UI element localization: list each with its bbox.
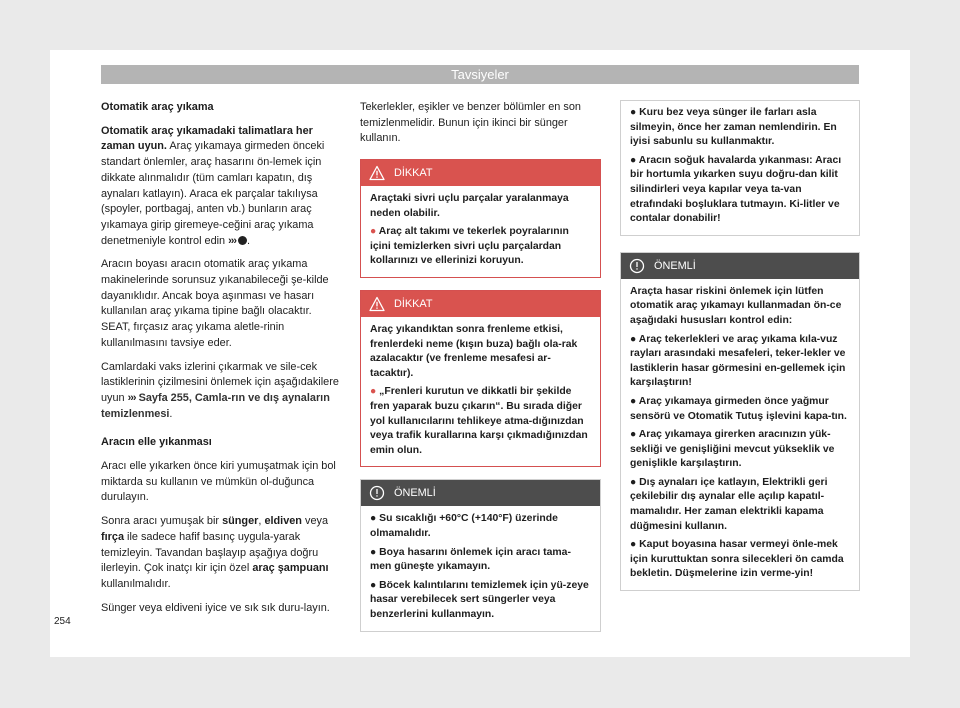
note-bullet: ● Su sıcaklığı +60°C (+140°F) üzerinde olmamalıdır. (370, 513, 558, 540)
paragraph-rinse: Sünger veya eldiveni iyice ve sık sık duru-layın. (101, 601, 330, 614)
warning-bullet: ● Araç alt takımı ve tekerlek poyralarının içini temizlerken sivri uçlu parçalardan kollarınızı ve ellerinizi koruyun. (370, 226, 569, 267)
column-middle (360, 100, 601, 632)
note-box-car-wash (620, 252, 860, 591)
note-bullet: ● Aracın soğuk havalarda yıkanması: Aracı bir hortumla yıkarken suyu doğru-dan kilit silindirleri veya kapılar veya ta-van etrafındaki boşluklara tutmayın. Ki-litler ve contalar donabilir! (630, 154, 842, 225)
note-bullet: ● Araç yıkamaya girmeden önce yağmur sensörü ve Otomatik Tutuş işlevini kapa-tın. (630, 395, 847, 422)
paragraph-wheels: Tekerlekler, eşikler ve benzer bölümler en son temizlenmelidir. Bunun için ikinci bir sünger kullanın. (360, 101, 581, 145)
heading-manual-wash: Aracın elle yıkanması (101, 436, 212, 449)
note-text: Araçta hasar riskini önlemek için lütfen otomatik araç yıkamayı kullanmadan ön-ce aşağıdaki hususları kontrol edin: (630, 285, 842, 326)
info-circle-icon (629, 258, 645, 274)
warning-triangle-icon (369, 296, 385, 312)
note-bullet: ● Kuru bez veya sünger ile farları asla silmeyin, önce her zaman nemlendirin. En iyisi sabunlu su kullanmaktır. (630, 107, 837, 148)
info-circle-icon (369, 485, 385, 501)
warning-title: DİKKAT (394, 298, 433, 311)
warning-title: DİKKAT (394, 167, 433, 180)
manual-page (50, 50, 910, 657)
note-title: ÖNEMLİ (654, 259, 696, 272)
paragraph-sponge: Sonra aracı yumuşak bir sünger, eldiven veya fırça ile sadece hafif basınç uygula-yarak temizleyin. Tavandan başlayıp aşağıya doğru ilerleyin. Çok inatçı kir için özel araç şampuanı kullanılmalıdır. (101, 515, 329, 590)
warning-text: Araçtaki sivri uçlu parçalar yaralanmaya neden olabilir. (370, 193, 569, 219)
column-left (101, 100, 343, 616)
page-link[interactable]: Sayfa 255, Camla-rın ve dış aynaların temizlenmesi (101, 391, 330, 420)
note-box-water (360, 479, 601, 631)
column-right (620, 100, 860, 591)
note-bullet: ● Araç yıkamaya girerken aracınızın yük-sekliği ve genişliğini mevcut yükseklik ve genişlikle karşılaştırın. (630, 429, 835, 470)
warning-text: Araç yıkandıktan sonra frenleme etkisi, frenlerdeki neme (kışın buza) bağlı ola-rak azalacaktır (ve frenleme mesafesi ar-tacaktır). (370, 324, 578, 379)
paragraph-wash-instructions: Otomatik araç yıkamadaki talimatlara her zaman uyun. Araç yıkamaya girmeden önceki standart önlemler, araç hasarını ön-lemek için dikkate alınmalıdır (tüm camları kapatın, dış aynaları katlayın). Araca ek parçalar takılıysa (spoyler, portbagaj, anten vb.) bunların araç yıkamaya girip giremeye-ceğini araç yıkama denetmeniyle kontrol edin ››› . (101, 124, 325, 247)
section-header: Tavsiyeler (101, 65, 859, 84)
note-title: ÖNEMLİ (394, 487, 436, 500)
warning-bullet: ● „Frenleri kurutun ve dikkatli bir şekilde fren yaparak buzu çıkarın“. Bu sırada diğer yol kullanıcılarını tehlikeye atma-dığınızdan veya trafik kurallarına karşı çıkmadığınızdan emin olun. (370, 386, 588, 456)
note-bullet: ● Araç tekerlekleri ve araç yıkama kıla-vuz rayları arasındaki mesafeleri, teker-lekler ve lastiklerin hasar görmesini en-gellemek için karşılaştırın! (630, 333, 846, 389)
warning-box-sharp-parts (360, 159, 601, 278)
paragraph-soften-dirt: Aracı elle yıkarken önce kiri yumuşatmak için bol miktarda su kullanın ve mümkün ol-duğunca durulayın. (101, 460, 336, 504)
warning-ref-icon (238, 236, 247, 245)
page-number: 254 (54, 616, 71, 627)
warning-box-brakes (360, 290, 601, 467)
paragraph-paint: Aracın boyası aracın otomatik araç yıkama makinelerinde sorunsuz yıkanabileceği şe-kilde dayanıklıdır. Ancak boya aşınması ve hasarı kullanılan araç yıkama tipine bağlı olacaktır. SEAT, fırçasız araç yıkama aletle-rinin kullanılmasını tavsiye eder. (101, 258, 329, 349)
paragraph-wax: Camlardaki vaks izlerini çıkarmak ve sile-cek lastiklerinin çizilmesini önlemek için aşağıdakilere uyun ››› Sayfa 255, Camla-rın ve dış aynaların temizlenmesi. (101, 360, 339, 420)
note-bullet: ● Kaput boyasına hasar vermeyi önle-mek için kuruttuktan sonra silecekleri ön camda bekletin. Düşmelerine izin verme-yin! (630, 539, 844, 580)
reference-arrows[interactable]: ››› (228, 234, 237, 247)
note-bullet: ● Boya hasarını önlemek için aracı tama-men güneşte yıkamayın. (370, 546, 571, 573)
note-bullet: ● Dış aynaları içe katlayın, Elektrikli geri çekilebilir dış aynalar elle açılıp kapatıl-mamalıdır. Her zaman elektrikli kapama düğmesini kullanın. (630, 476, 828, 532)
note-bullet: ● Böcek kalıntılarını temizlemek için yü-zeye hasar verebilecek sert süngerler veya benzerlerini kullanmayın. (370, 579, 589, 620)
note-continuation (620, 100, 860, 236)
heading-automatic-wash: Otomatik araç yıkama (101, 101, 214, 113)
warning-triangle-icon (369, 165, 385, 181)
link-arrows[interactable]: ››› (127, 391, 136, 404)
